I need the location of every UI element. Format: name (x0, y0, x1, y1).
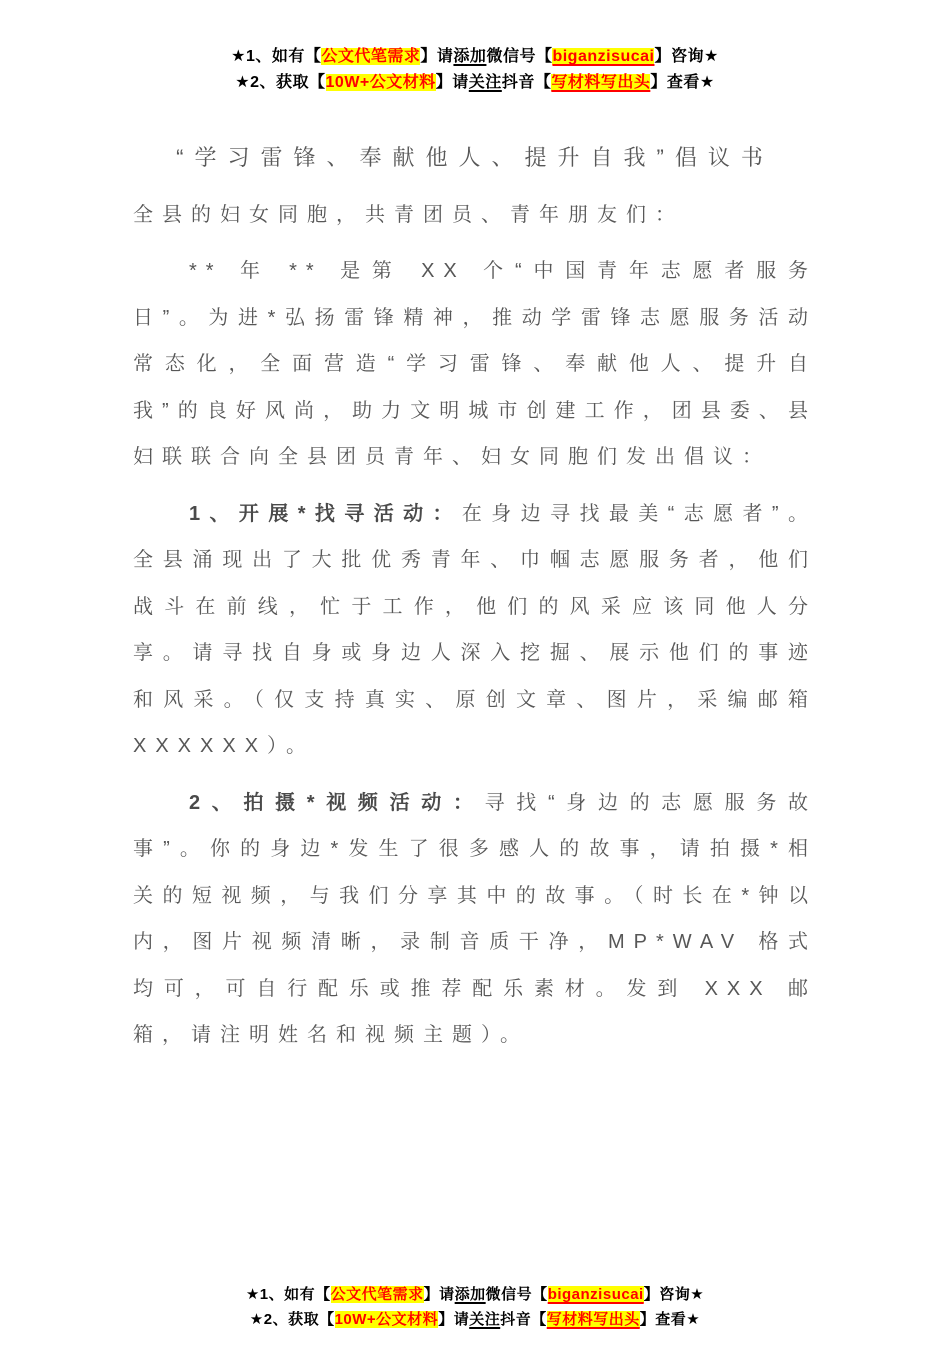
promo-text: 】请 (423, 1286, 455, 1303)
paragraph-lead: 2、拍摄*视频活动： (189, 791, 485, 814)
promo-text: 】咨询★ (643, 1286, 705, 1303)
paragraph: ** 年 ** 是第 XX 个“中国青年志愿者服务日”。为进*弘扬雷锋精神，推动学雷锋志愿服务活动常态化，全面营造“学习雷锋、奉献他人、提升自我”的良好风尚，助力文明城市创建工作，团县委、县妇联联合向全县团员青年、妇女同胞们发出倡议： (133, 260, 817, 468)
promo-line-2 (0, 70, 950, 96)
promo-text: 微信号【 (485, 1286, 548, 1303)
promo-text: 】请 (435, 74, 469, 91)
promo-text: 】查看★ (650, 74, 715, 91)
promo-action-follow: 关注 (468, 74, 502, 91)
paragraph-lead: 1、开展*找寻活动： (189, 502, 462, 525)
promo-banner-top (0, 0, 950, 96)
promo-line-2 (0, 1307, 950, 1332)
promo-service-tag: 公文代笔需求 (330, 1286, 424, 1303)
paragraph: 1、开展*找寻活动：在身边寻找最美“志愿者”。全县涌现出了大批优秀青年、巾帼志愿服务者，他们战斗在前线，忙于工作，他们的风采应该同他人分享。请寻找自身或身边人深入挖掘、展示他们的事迹和风采。（仅支持真实、原创文章、图片，采编邮箱 XXXXXX）。 (133, 502, 817, 757)
promo-text: ★2、获取【 (249, 1311, 335, 1328)
promo-materials-tag: 10W+公文材料 (334, 1311, 439, 1328)
paragraph-list (133, 248, 817, 1059)
promo-douyin-id: 写材料写出头 (551, 74, 651, 91)
promo-materials-tag: 10W+公文材料 (325, 74, 436, 91)
promo-text: 微信号【 (486, 48, 553, 65)
promo-text: 】查看★ (639, 1311, 701, 1328)
promo-action-follow: 关注 (469, 1311, 501, 1328)
promo-line-1 (0, 1282, 950, 1307)
promo-text: 】咨询★ (654, 48, 719, 65)
promo-text: 】请 (438, 1311, 470, 1328)
promo-service-tag: 公文代笔需求 (321, 48, 421, 65)
promo-text: ★2、获取【 (235, 74, 326, 91)
promo-text: 抖音【 (500, 1311, 547, 1328)
promo-wechat-id: biganzisucai (552, 48, 655, 65)
promo-banner-bottom (0, 1282, 950, 1332)
promo-text: ★1、如有【 (245, 1286, 331, 1303)
promo-action-add: 添加 (453, 48, 487, 65)
paragraph: 2、拍摄*视频活动：寻找“身边的志愿服务故事”。你的身边*发生了很多感人的故事，请拍摄*相关的短视频，与我们分享其中的故事。（时长在*钟以内，图片视频清晰，录制音质干净，MP*WAV 格式均可，可自行配乐或推荐配乐素材。发到 XXX 邮箱，请注明姓名和视频主题）。 (133, 791, 817, 1046)
promo-text: 】请 (420, 48, 454, 65)
promo-douyin-id: 写材料写出头 (546, 1311, 640, 1328)
promo-text: ★1、如有【 (231, 48, 322, 65)
promo-wechat-id: biganzisucai (547, 1286, 644, 1303)
salutation: 全县的妇女同胞，共青团员、青年朋友们： (133, 204, 684, 226)
promo-action-add: 添加 (454, 1286, 486, 1303)
document-title: “学习雷锋、奉献他人、提升自我”倡议书 (176, 145, 774, 170)
promo-line-1 (0, 44, 950, 70)
promo-text: 抖音【 (501, 74, 552, 91)
document-body (133, 138, 817, 1059)
